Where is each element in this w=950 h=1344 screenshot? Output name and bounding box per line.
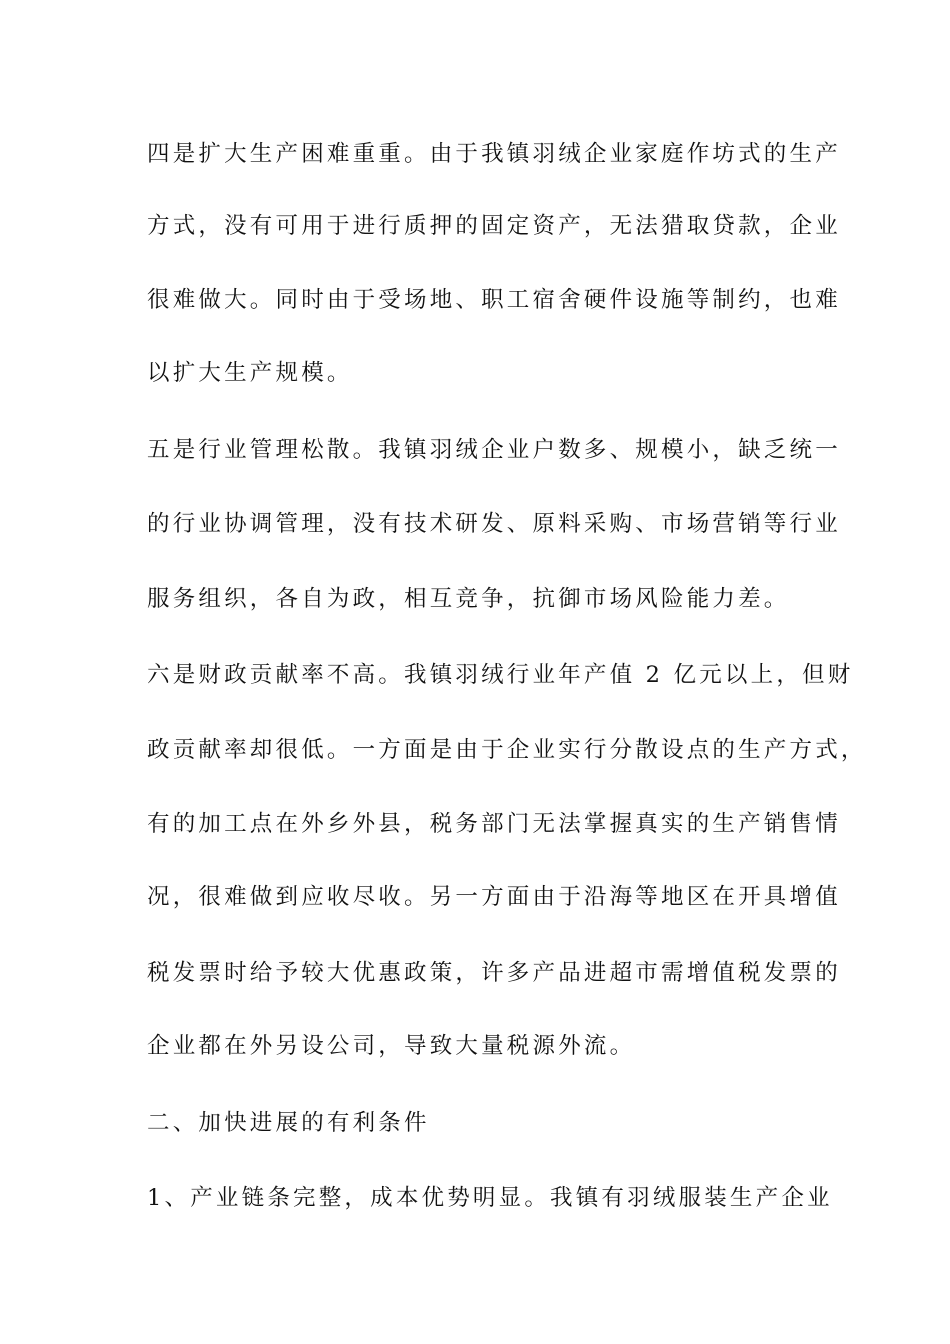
text-line: 税发票时给予较大优惠政策，许多产品进超市需增值税发票的 bbox=[147, 960, 841, 986]
text-line: 很难做大。同时由于受场地、职工宿舍硬件设施等制约，也难 bbox=[147, 287, 841, 313]
text-line: 六是财政贡献率不高。我镇羽绒行业年产值 2 亿元以上，但财 bbox=[147, 662, 854, 688]
text-line: 况，很难做到应收尽收。另一方面由于沿海等地区在开具增值 bbox=[147, 884, 841, 910]
text-line: 有的加工点在外乡外县，税务部门无法掌握真实的生产销售情 bbox=[147, 811, 841, 837]
text-line: 五是行业管理松散。我镇羽绒企业户数多、规模小，缺乏统一 bbox=[147, 437, 841, 463]
text-line: 以扩大生产规模。 bbox=[147, 360, 353, 386]
text-line: 政贡献率却很低。一方面是由于企业实行分散设点的生产方式， bbox=[147, 737, 867, 763]
text-line: 服务组织，各自为政，相互竞争，抗御市场风险能力差。 bbox=[147, 586, 790, 612]
text-line: 方式，没有可用于进行质押的固定资产，无法猎取贷款，企业 bbox=[147, 213, 841, 239]
section-heading: 二、加快进展的有利条件 bbox=[147, 1110, 430, 1136]
text-line: 四是扩大生产困难重重。由于我镇羽绒企业家庭作坊式的生产 bbox=[147, 141, 841, 167]
text-line: 企业都在外另设公司，导致大量税源外流。 bbox=[147, 1033, 636, 1059]
text-line: 的行业协调管理，没有技术研发、原料采购、市场营销等行业 bbox=[147, 511, 841, 537]
text-line: 1、产业链条完整，成本优势明显。我镇有羽绒服装生产企业 bbox=[147, 1185, 833, 1211]
